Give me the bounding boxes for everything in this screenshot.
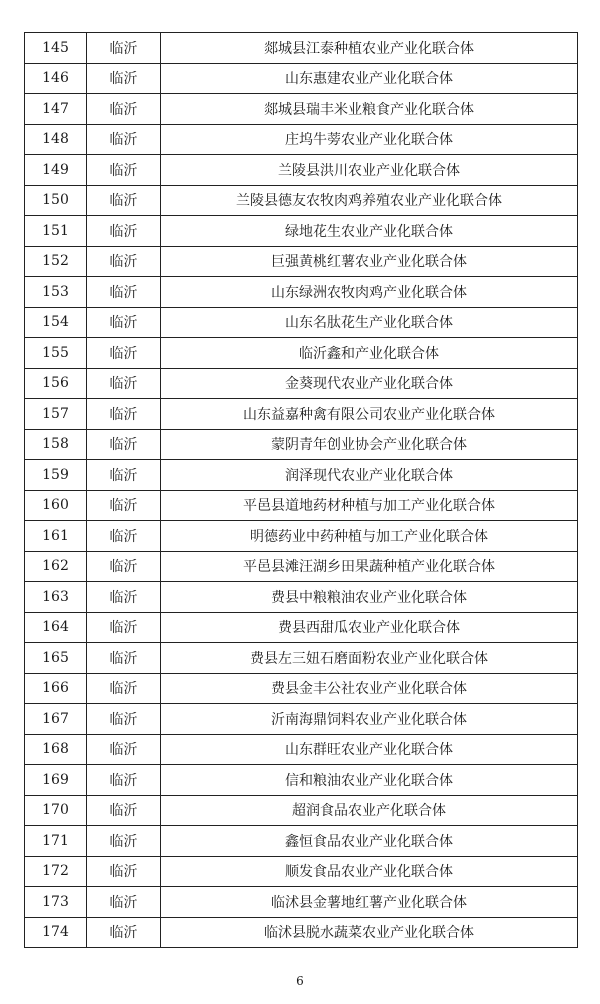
row-city: 临沂 xyxy=(87,33,161,64)
row-city: 临沂 xyxy=(87,460,161,491)
row-city: 临沂 xyxy=(87,734,161,765)
row-city: 临沂 xyxy=(87,917,161,948)
table-row xyxy=(25,521,578,552)
row-number: 169 xyxy=(25,765,87,796)
row-name: 费县左三妞石磨面粉农业产业化联合体 xyxy=(161,643,578,674)
row-name: 巨强黄桃红薯农业产业化联合体 xyxy=(161,246,578,277)
row-city: 临沂 xyxy=(87,612,161,643)
row-city: 临沂 xyxy=(87,307,161,338)
row-city: 临沂 xyxy=(87,216,161,247)
row-number: 162 xyxy=(25,551,87,582)
table-row xyxy=(25,612,578,643)
table-row xyxy=(25,704,578,735)
row-city: 临沂 xyxy=(87,765,161,796)
row-name: 鑫恒食品农业产业化联合体 xyxy=(161,826,578,857)
row-number: 156 xyxy=(25,368,87,399)
row-name: 山东群旺农业产业化联合体 xyxy=(161,734,578,765)
row-number: 145 xyxy=(25,33,87,64)
row-number: 151 xyxy=(25,216,87,247)
row-number: 153 xyxy=(25,277,87,308)
row-name: 信和粮油农业产业化联合体 xyxy=(161,765,578,796)
table-row xyxy=(25,734,578,765)
row-city: 临沂 xyxy=(87,368,161,399)
row-city: 临沂 xyxy=(87,643,161,674)
row-name: 郯城县瑞丰米业粮食产业化联合体 xyxy=(161,94,578,125)
row-name: 平邑县道地药材种植与加工产业化联合体 xyxy=(161,490,578,521)
row-city: 临沂 xyxy=(87,856,161,887)
row-city: 临沂 xyxy=(87,94,161,125)
row-city: 临沂 xyxy=(87,887,161,918)
row-number: 157 xyxy=(25,399,87,430)
table-row xyxy=(25,460,578,491)
row-city: 临沂 xyxy=(87,826,161,857)
row-number: 152 xyxy=(25,246,87,277)
row-number: 165 xyxy=(25,643,87,674)
row-number: 147 xyxy=(25,94,87,125)
row-number: 166 xyxy=(25,673,87,704)
table-row xyxy=(25,368,578,399)
row-name: 山东惠建农业产业化联合体 xyxy=(161,63,578,94)
row-name: 超润食品农业产化联合体 xyxy=(161,795,578,826)
table-row xyxy=(25,643,578,674)
table-row xyxy=(25,887,578,918)
row-name: 顺发食品农业产业化联合体 xyxy=(161,856,578,887)
row-number: 164 xyxy=(25,612,87,643)
table-row xyxy=(25,582,578,613)
row-city: 临沂 xyxy=(87,124,161,155)
row-name: 费县金丰公社农业产业化联合体 xyxy=(161,673,578,704)
row-name: 郯城县江泰种植农业产业化联合体 xyxy=(161,33,578,64)
table-row xyxy=(25,795,578,826)
row-number: 150 xyxy=(25,185,87,216)
row-city: 临沂 xyxy=(87,795,161,826)
row-name: 沂南海鼎饲料农业产业化联合体 xyxy=(161,704,578,735)
row-city: 临沂 xyxy=(87,185,161,216)
row-name: 临沭县金薯地红薯产业化联合体 xyxy=(161,887,578,918)
row-number: 148 xyxy=(25,124,87,155)
table-row xyxy=(25,429,578,460)
row-name: 费县中粮粮油农业产业化联合体 xyxy=(161,582,578,613)
table-row xyxy=(25,246,578,277)
row-number: 155 xyxy=(25,338,87,369)
row-name: 绿地花生农业产业化联合体 xyxy=(161,216,578,247)
row-number: 174 xyxy=(25,917,87,948)
row-city: 临沂 xyxy=(87,399,161,430)
row-city: 临沂 xyxy=(87,429,161,460)
row-number: 160 xyxy=(25,490,87,521)
table-row xyxy=(25,94,578,125)
table-row xyxy=(25,216,578,247)
row-city: 临沂 xyxy=(87,582,161,613)
row-number: 154 xyxy=(25,307,87,338)
table-row xyxy=(25,673,578,704)
table-row xyxy=(25,917,578,948)
row-number: 149 xyxy=(25,155,87,186)
row-name: 山东绿洲农牧肉鸡产业化联合体 xyxy=(161,277,578,308)
row-city: 临沂 xyxy=(87,490,161,521)
table-row xyxy=(25,765,578,796)
table-row xyxy=(25,277,578,308)
table-row xyxy=(25,826,578,857)
row-city: 临沂 xyxy=(87,63,161,94)
row-city: 临沂 xyxy=(87,246,161,277)
row-name: 蒙阴青年创业协会产业化联合体 xyxy=(161,429,578,460)
table-row xyxy=(25,33,578,64)
page-number: 6 xyxy=(296,974,304,988)
table-row xyxy=(25,856,578,887)
table-row xyxy=(25,155,578,186)
row-city: 临沂 xyxy=(87,673,161,704)
row-name: 山东益嘉种禽有限公司农业产业化联合体 xyxy=(161,399,578,430)
row-number: 168 xyxy=(25,734,87,765)
row-number: 146 xyxy=(25,63,87,94)
row-name: 平邑县滩汪湖乡田果蔬种植产业化联合体 xyxy=(161,551,578,582)
row-number: 170 xyxy=(25,795,87,826)
row-number: 173 xyxy=(25,887,87,918)
table-body xyxy=(25,33,578,948)
table-row xyxy=(25,185,578,216)
row-city: 临沂 xyxy=(87,155,161,186)
row-number: 172 xyxy=(25,856,87,887)
row-name: 明德药业中药种植与加工产业化联合体 xyxy=(161,521,578,552)
consortium-table xyxy=(24,32,578,948)
row-city: 临沂 xyxy=(87,551,161,582)
row-city: 临沂 xyxy=(87,704,161,735)
table-row xyxy=(25,399,578,430)
row-number: 158 xyxy=(25,429,87,460)
row-name: 费县西甜瓜农业产业化联合体 xyxy=(161,612,578,643)
table-row xyxy=(25,124,578,155)
row-city: 临沂 xyxy=(87,277,161,308)
row-name: 金葵现代农业产业化联合体 xyxy=(161,368,578,399)
row-number: 163 xyxy=(25,582,87,613)
row-name: 润泽现代农业产业化联合体 xyxy=(161,460,578,491)
row-name: 临沂鑫和产业化联合体 xyxy=(161,338,578,369)
row-name: 临沭县脱水蔬菜农业产业化联合体 xyxy=(161,917,578,948)
row-name: 兰陵县洪川农业产业化联合体 xyxy=(161,155,578,186)
row-city: 临沂 xyxy=(87,521,161,552)
table-row xyxy=(25,63,578,94)
table-row xyxy=(25,338,578,369)
table-row xyxy=(25,551,578,582)
row-name: 山东名肽花生产业化联合体 xyxy=(161,307,578,338)
row-city: 临沂 xyxy=(87,338,161,369)
row-number: 161 xyxy=(25,521,87,552)
row-number: 159 xyxy=(25,460,87,491)
row-number: 167 xyxy=(25,704,87,735)
row-name: 兰陵县德友农牧肉鸡养殖农业产业化联合体 xyxy=(161,185,578,216)
row-number: 171 xyxy=(25,826,87,857)
row-name: 庄坞牛蒡农业产业化联合体 xyxy=(161,124,578,155)
table-row xyxy=(25,490,578,521)
table-row xyxy=(25,307,578,338)
